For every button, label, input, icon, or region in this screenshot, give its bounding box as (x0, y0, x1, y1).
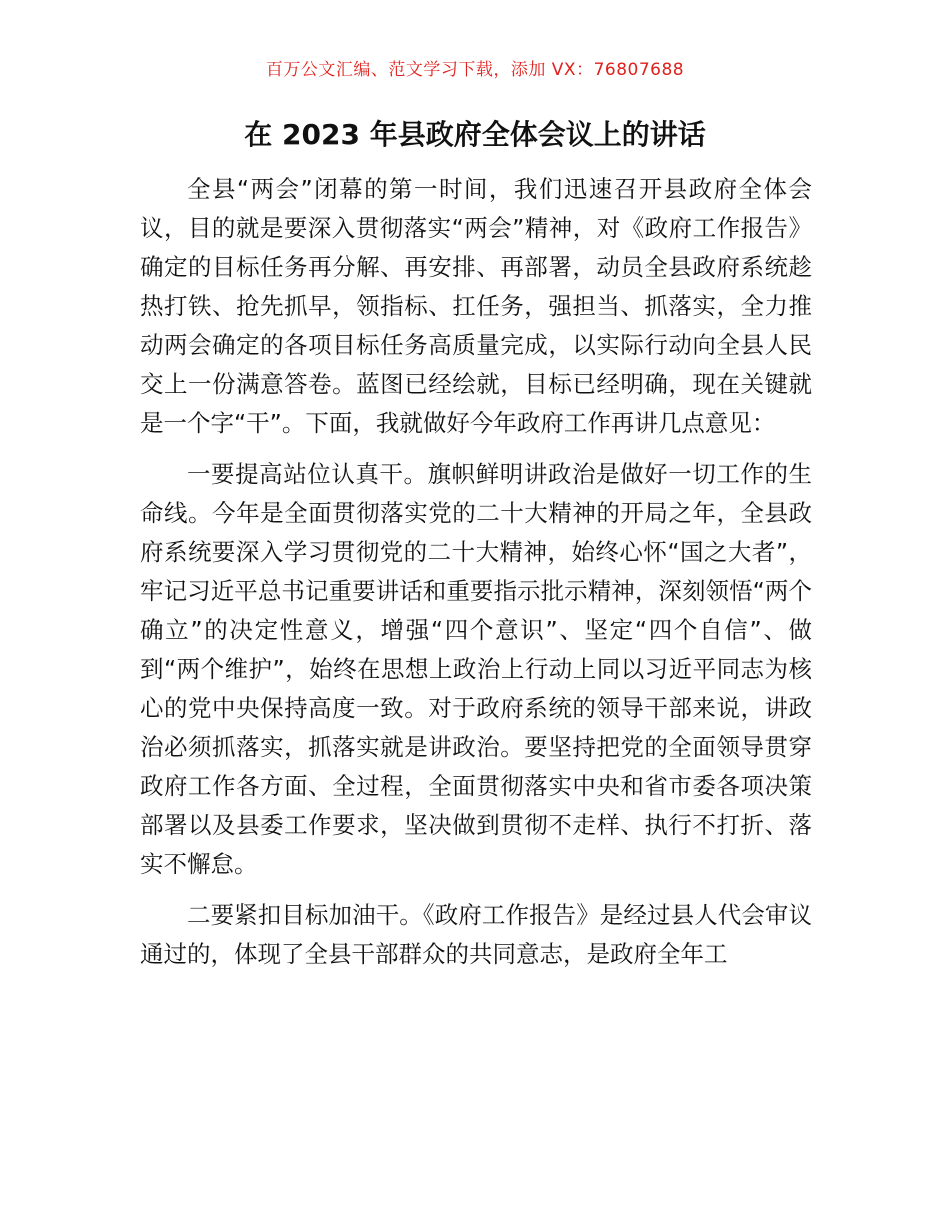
document-title: 在 2023 年县政府全体会议上的讲话 (244, 118, 706, 151)
paragraph-point-one: 一要提高站位认真干。旗帜鲜明讲政治是做好一切工作的生命线。今年是全面贯彻落实党的二十大精神的开局之年，全县政府系统要深入学习贯彻党的二十大精神，始终心怀“国之大者”，牢记习近平总书记重要讲话和重要指示批示精神，深刻领悟“两个确立”的决定性意义，增强“四个意识”、坚定“四个自信”、做到“两个维护”，始终在思想上政治上行动上同以习近平同志为核心的党中央保持高度一致。对于政府系统的领导干部来说，讲政治必须抓落实，抓落实就是讲政治。要坚持把党的全面领导贯穿政府工作各方面、全过程，全面贯彻落实中央和省市委各项决策部署以及县委工作要求，坚决做到贯彻不走样、执行不打折、落实不懈怠。 (140, 460, 812, 878)
paragraph-intro: 全县“两会”闭幕的第一时间，我们迅速召开县政府全体会议，目的就是要深入贯彻落实“两会”精神，对《政府工作报告》确定的目标任务再分解、再安排、再部署，动员全县政府系统趁热打铁、抢先抓早，领指标、扛任务，强担当、抓落实，全力推动两会确定的各项目标任务高质量完成，以实际行动向全县人民交上一份满意答卷。蓝图已经绘就，目标已经明确，现在关键就是一个字“干”。下面，我就做好今年政府工作再讲几点意见： (140, 175, 812, 437)
watermark-banner: 百万公文汇编、范文学习下载，添加 VX：76807688 (265, 60, 685, 80)
document-body (140, 170, 812, 986)
paragraph-point-two: 二要紧扣目标加油干。《政府工作报告》是经过县人代会审议通过的，体现了全县干部群众的共同意志，是政府全年工 (140, 901, 812, 968)
